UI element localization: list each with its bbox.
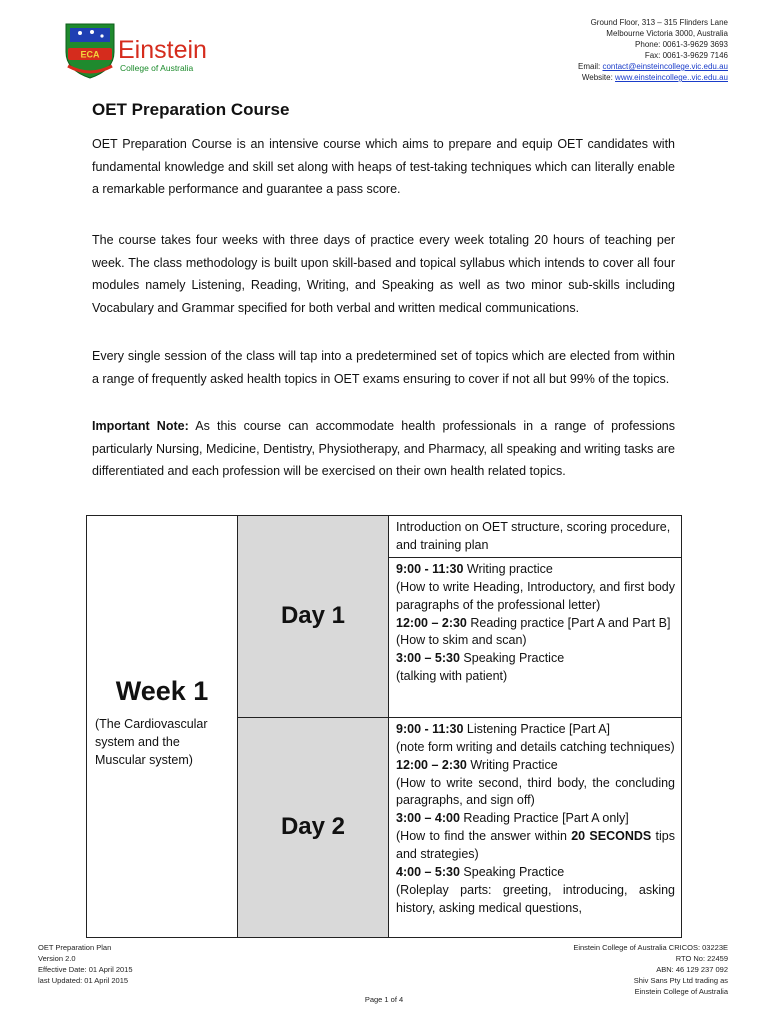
intro-cell [389,516,682,558]
note-emphasis: 20 SECONDS [571,829,652,844]
footer-line: RTO No: 22459 [675,954,728,963]
paragraph-4 [92,415,675,483]
session-line [396,864,675,882]
footer-line: Einstein College of Australia [634,987,728,996]
page-title: OET Preparation Course [92,100,290,119]
logo-badge-text: ECA [80,49,100,60]
session-line [396,615,675,633]
intro-paragraph [92,133,675,213]
session-title: Reading practice [Part A and Part B] [466,615,671,630]
note-paragraph [92,415,675,495]
schedule-table [86,515,682,938]
day-2-cell [238,717,389,937]
session-note [396,828,675,864]
session-line [396,757,675,775]
page-number: Page 1 of 4 [364,995,404,1004]
website-link[interactable]: www.einsteincollege..vic.edu.au [615,73,728,82]
email-label: Email: [578,62,603,71]
session-note: (How to skim and scan) [396,633,527,648]
week-cell [87,516,238,938]
important-note-text: As this course can accommodate health professionals in a range of professions particularly Nursing, Medicine, Dentistry, Physiotherapy, and Pharmacy, all speaking and writing tasks are differentiated and each profession will be exercised on their own health related topics. [92,419,675,478]
logo-subtitle: College of Australia [120,63,194,73]
footer-line: Einstein College of Australia CRICOS: 03223E [573,943,728,952]
session-title: Writing Practice [466,757,558,772]
college-logo [62,18,212,82]
week-title: Week 1 [115,676,209,706]
week-subtitle: (The Cardiovascular system and the Muscular system) [95,717,208,767]
note-part: (How to find the answer within [396,829,572,844]
session-time: 3:00 – 5:30 [396,651,460,666]
footer-college-info [573,942,728,997]
paragraph-3: Every single session of the class will tap into a predetermined set of topics which are elected from within a range of frequently asked health topics in OET exams ensuring to cover if not all but 99% of the topics. [92,349,675,386]
footer-line: OET Preparation Plan [38,943,112,952]
day-2-title: Day 2 [280,813,346,841]
important-note-label: Important Note: [92,419,189,433]
session-time: 3:00 – 4:00 [396,811,460,826]
footer-line: last Updated: 01 April 2015 [38,976,129,985]
session-note: (Roleplay parts: greeting, introducing, asking history, asking medical questions, [396,882,675,915]
session-time: 9:00 - 11:30 [396,561,464,576]
footer-line: Version 2.0 [38,954,76,963]
session-note: (How to write Heading, Introductory, and first body paragraphs of the professional letter) [396,579,675,612]
session-time: 12:00 – 2:30 [396,615,467,630]
duration-paragraph [92,229,675,331]
email-line [578,61,728,72]
session-time: 4:00 – 5:30 [396,865,460,880]
session-time: 12:00 – 2:30 [396,757,467,772]
session-line [396,721,675,739]
day-1-schedule [389,557,682,717]
paragraph-1: OET Preparation Course is an intensive course which aims to prepare and equip OET candidates with fundamental knowledge and skill set along with heaps of test-taking techniques which can literally enable a remarkable performance and guarantee a pass score. [92,137,675,196]
email-link[interactable]: contact@einsteincollege.vic.edu.au [602,62,728,71]
footer-document-info [38,942,133,986]
session-title: Listening Practice [Part A] [463,721,611,736]
session-title: Writing practice [463,561,553,576]
day-1-cell [238,516,389,718]
address-line: Melbourne Victoria 3000, Australia [606,29,728,38]
logo-name: Einstein [118,36,207,64]
session-line [396,810,675,828]
session-title: Speaking Practice [459,865,565,880]
topics-paragraph [92,345,675,402]
session-title: Reading Practice [Part A only] [459,811,629,826]
phone-line: Phone: 0061-3-9629 3693 [635,40,728,49]
session-title: Speaking Practice [459,651,565,666]
address-line: Ground Floor, 313 – 315 Flinders Lane [590,18,728,27]
session-note: (note form writing and details catching techniques) [396,739,675,754]
note-part: tips and strategies) [396,829,675,862]
website-label: Website: [581,73,616,82]
footer-line: Effective Date: 01 April 2015 [38,965,133,974]
session-line [396,650,675,668]
session-note: (talking with patient) [396,669,508,684]
session-time: 9:00 - 11:30 [396,721,464,736]
session-line [396,561,675,579]
intro-text: Introduction on OET structure, scoring procedure, and training plan [396,520,671,552]
footer-line: ABN: 46 129 237 092 [656,965,728,974]
website-line [578,72,728,83]
day-1-title: Day 1 [280,602,346,630]
session-note: (How to write second, third body, the concluding paragraphs, and sign off) [396,775,675,808]
contact-block [578,17,728,83]
footer-line: Shiv Sans Pty Ltd trading as [633,976,728,985]
fax-line: Fax: 0061-3-9629 7146 [644,51,728,60]
paragraph-2: The course takes four weeks with three days of practice every week totaling 20 hours of teaching per week. The class methodology is built upon skill-based and topical syllabus which intends to cover all four modules namely Listening, Reading, Writing, and Speaking as well as two minor sub-skills including Vocabulary and Grammar specified for both verbal and written medical communications. [92,233,675,315]
day-2-schedule [389,717,682,937]
